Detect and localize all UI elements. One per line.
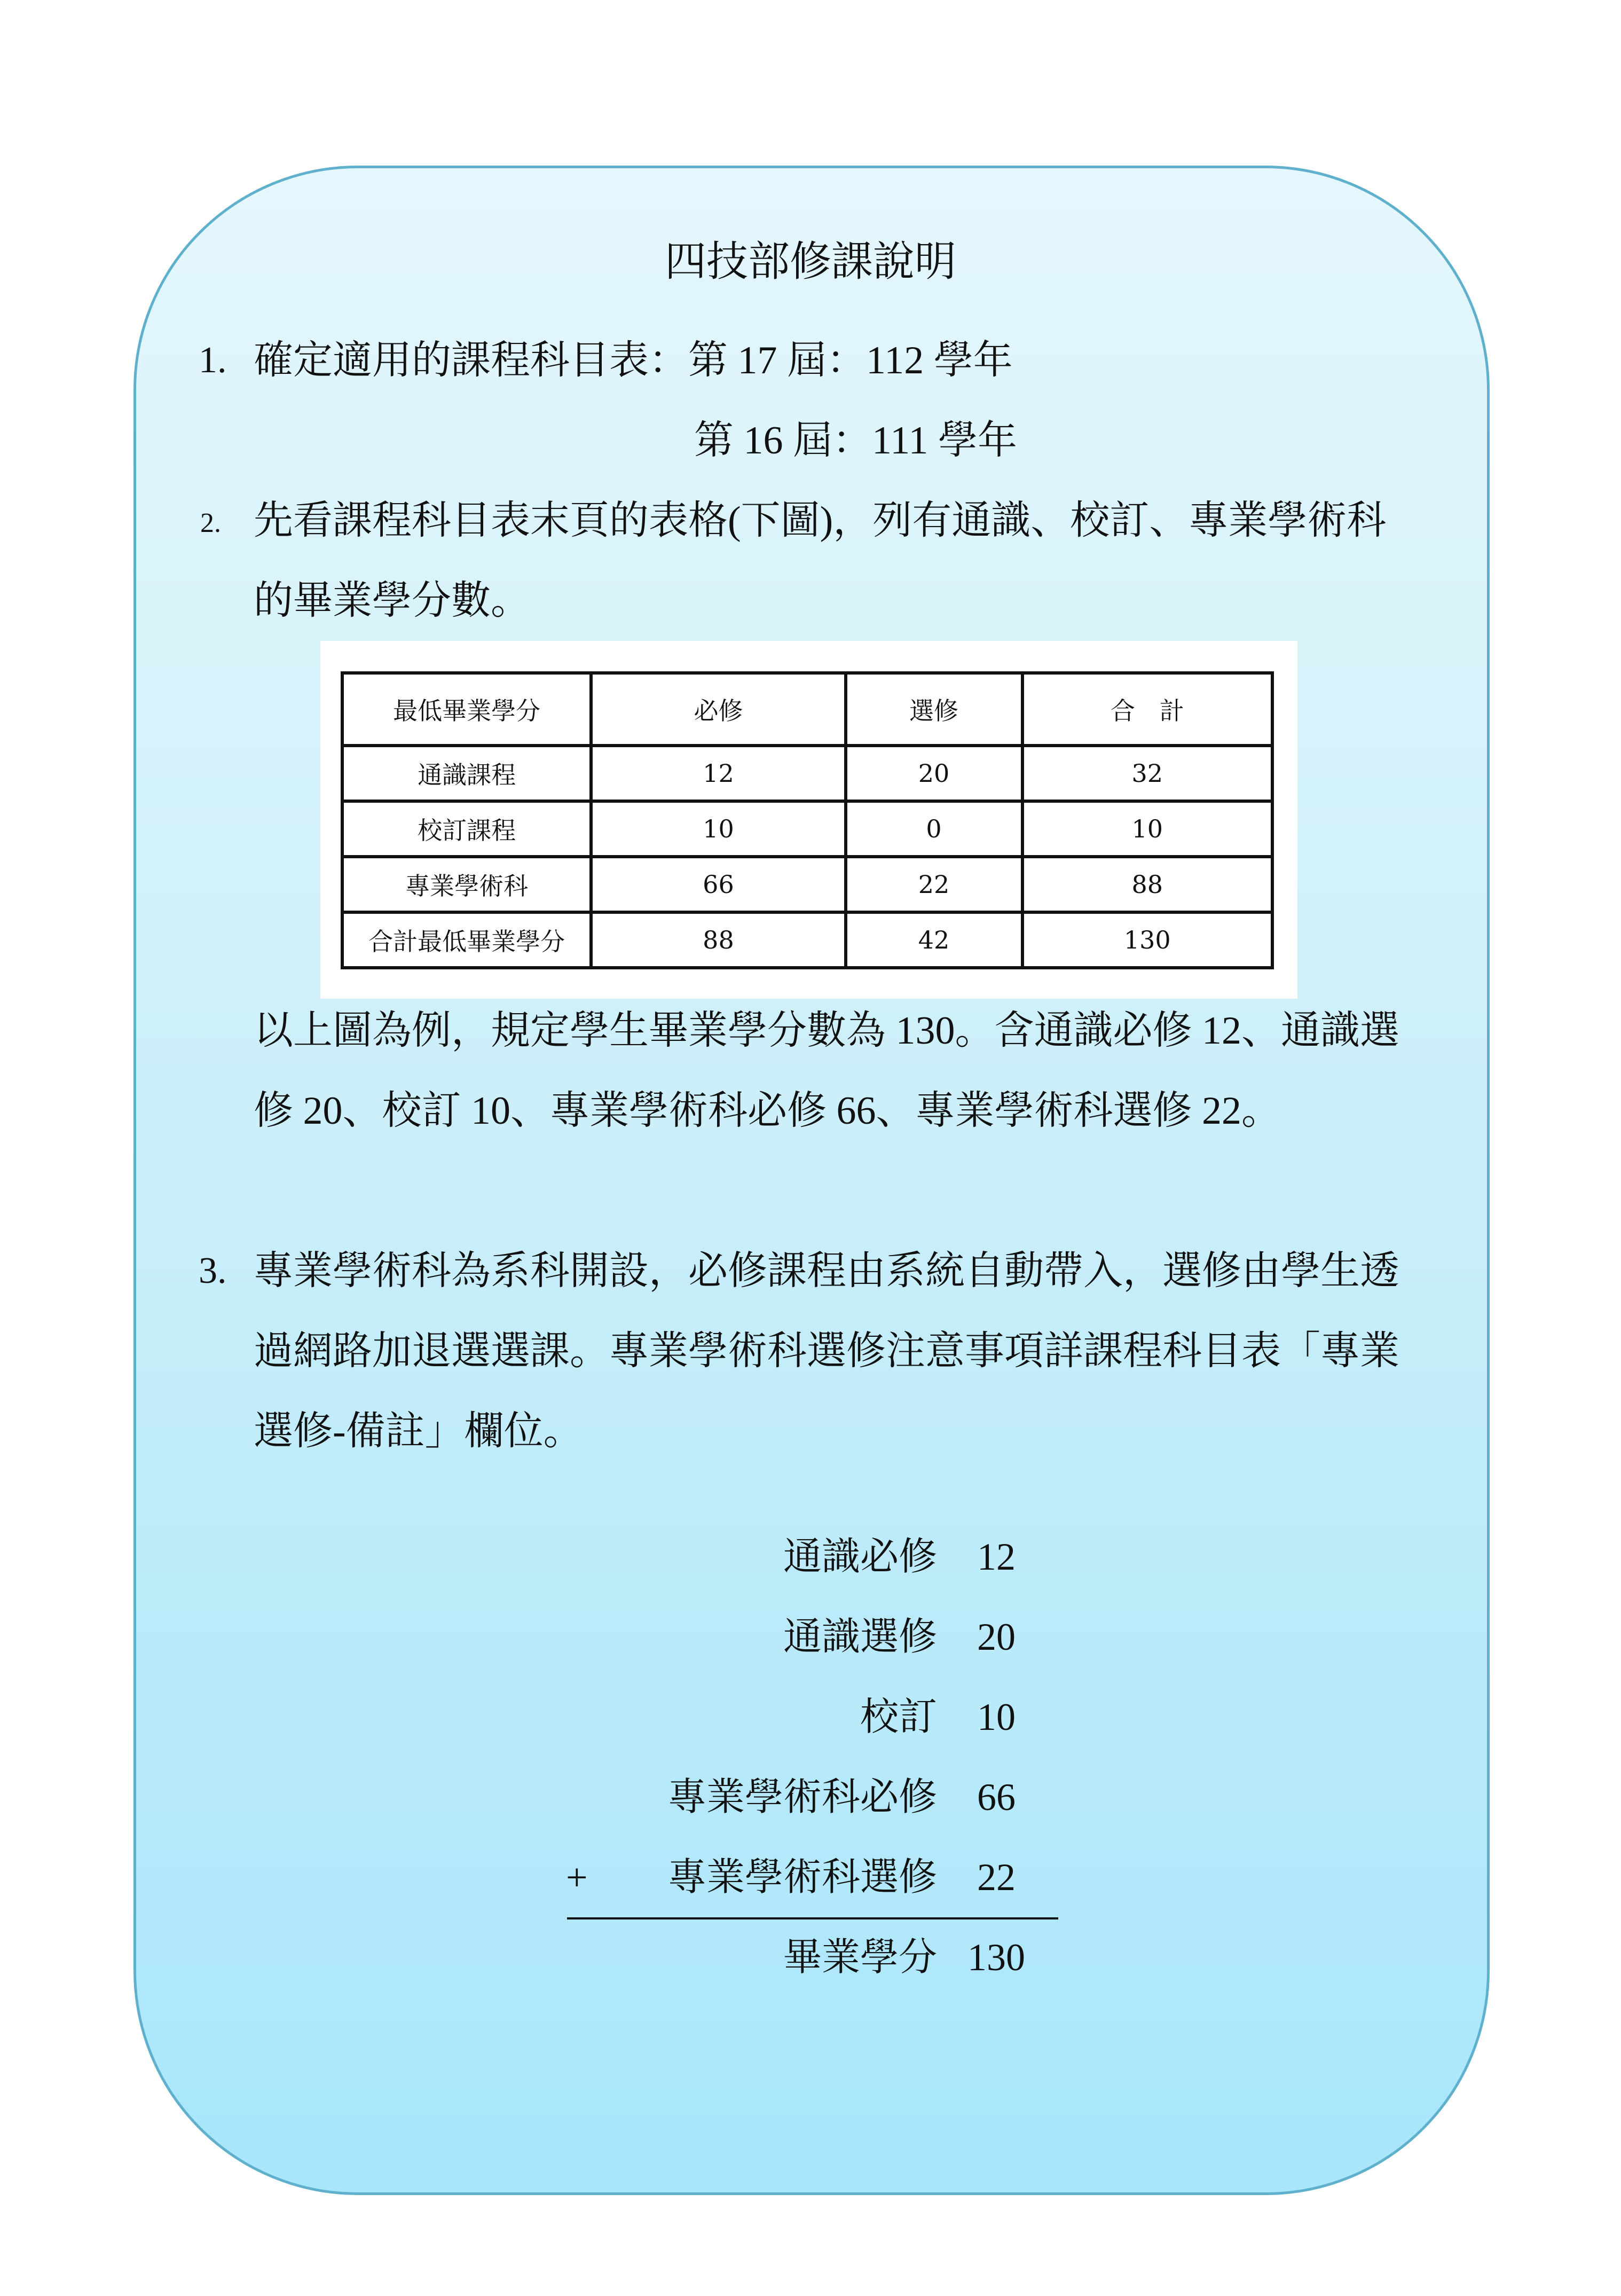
table-cell: 32 [1022, 746, 1273, 801]
page-title: 四技部修課說明 [664, 238, 956, 285]
sum-value: 10 [977, 1696, 1016, 1738]
item-2-line-2: 的畢業學分數。 [254, 579, 530, 623]
table-row [342, 801, 1272, 857]
table-cell: 校訂課程 [342, 801, 591, 857]
header-min-credits: 最低畢業學分 [342, 673, 591, 746]
table-cell: 專業學術科 [342, 857, 591, 912]
item-3-line-2: 過網路加退選選課。專業學術科選修注意事項詳課程科目表「專業 [254, 1329, 1399, 1373]
sum-total-label: 畢業學分 [783, 1936, 937, 1979]
sum-total-row [534, 1928, 1041, 1987]
item-2-note-line-1: 以上圖為例，規定學生畢業學分數為 130。含通識必修 12、通識選 [254, 1009, 1399, 1053]
item-2-number: 2. [200, 508, 221, 538]
credits-table-image [320, 641, 1297, 999]
credits-table [341, 671, 1274, 969]
sum-value: 20 [977, 1616, 1016, 1658]
sum-label: 專業學術科選修 [667, 1856, 937, 1899]
sum-value: 66 [977, 1776, 1016, 1819]
item-1-line-2: 第 16 屆：111 學年 [694, 419, 1018, 463]
sum-value: 22 [977, 1856, 1016, 1899]
header-required: 必修 [591, 673, 845, 746]
sum-row [534, 1768, 1041, 1827]
sum-label: 校訂 [860, 1696, 937, 1738]
header-elective: 選修 [846, 673, 1022, 746]
table-cell: 20 [846, 746, 1022, 801]
table-row [342, 857, 1272, 912]
table-cell: 10 [591, 801, 845, 857]
item-3-line-1: 專業學術科為系科開設，必修課程由系統自動帶入，選修由學生透 [254, 1249, 1399, 1293]
table-cell: 10 [1022, 801, 1273, 857]
sum-value: 12 [977, 1535, 1016, 1578]
sum-row [534, 1608, 1041, 1666]
table-cell: 42 [846, 912, 1022, 968]
header-total: 合 計 [1022, 673, 1273, 746]
item-2-note-line-2: 修 20、校訂 10、專業學術科必修 66、專業學術科選修 22。 [254, 1089, 1281, 1133]
plus-sign: + [566, 1856, 588, 1899]
table-cell: 88 [1022, 857, 1273, 912]
table-cell: 合計最低畢業學分 [342, 912, 591, 968]
item-1-number: 1. [199, 340, 227, 381]
sum-label: 專業學術科必修 [667, 1776, 937, 1819]
sum-row [534, 1688, 1041, 1746]
sum-row [534, 1848, 1041, 1907]
table-cell: 0 [846, 801, 1022, 857]
table-cell: 130 [1022, 912, 1273, 968]
table-cell: 通識課程 [342, 746, 591, 801]
item-3-number: 3. [199, 1250, 227, 1291]
sum-row [534, 1527, 1041, 1586]
item-1-line-1: 確定適用的課程科目表：第 17 屆：112 學年 [254, 339, 1013, 382]
item-2-line-1: 先看課程科目表末頁的表格(下圖)，列有通識、校訂、專業學術科 [254, 499, 1387, 543]
table-cell: 88 [591, 912, 845, 968]
table-cell: 66 [591, 857, 845, 912]
sum-label: 通識必修 [783, 1535, 937, 1578]
table-header-row [342, 673, 1272, 746]
table-cell: 12 [591, 746, 845, 801]
sum-divider [567, 1917, 1058, 1919]
table-cell: 22 [846, 857, 1022, 912]
table-row [342, 912, 1272, 968]
sum-label: 通識選修 [783, 1616, 937, 1658]
table-row [342, 746, 1272, 801]
item-3-line-3: 選修-備註」欄位。 [254, 1409, 583, 1453]
sum-total-value: 130 [967, 1936, 1025, 1979]
